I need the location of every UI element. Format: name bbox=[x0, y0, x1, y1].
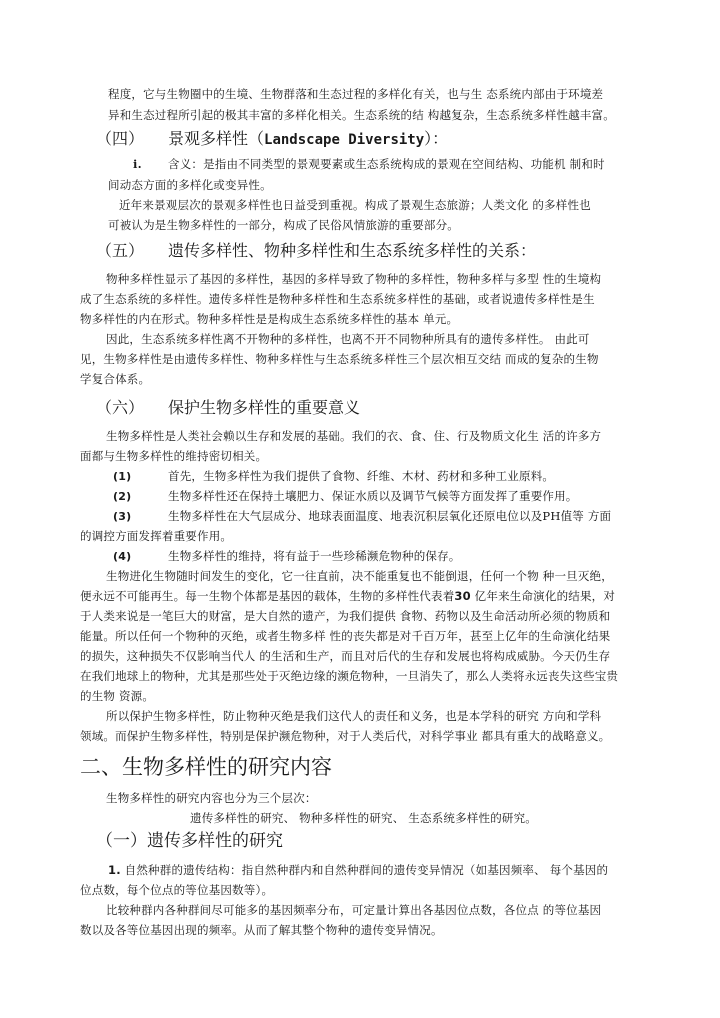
paragraph-line: 物种多样性显示了基因的多样性，基因的多样导致了物种的多样性，物种多样与多型 性的生境构 bbox=[106, 272, 602, 286]
list-number: 1. bbox=[108, 863, 121, 877]
section-label: （六） bbox=[96, 398, 145, 417]
section-heading-4 bbox=[96, 128, 448, 151]
section-title: 景观多样性（ bbox=[168, 129, 265, 148]
paragraph-line: 含义：是指由不同类型的景观要素或生态系统构成的景观在空间结构、功能机 制和时 bbox=[168, 157, 605, 171]
paragraph-line: 可被认为是生物多样性的一部分，构成了民俗风情旅游的重要部分。 bbox=[108, 218, 459, 232]
list-item: 生物多样性还在保持土壤肥力、保证水质以及调节气候等方面发挥了重要作用。 bbox=[168, 489, 578, 503]
paragraph-line: 成了生态系统的多样性。遗传多样性是物种多样性和生态系统多样性的基础，或者说遗传多样性是生 bbox=[80, 292, 595, 306]
paragraph-line: 见，生物多样性是由遗传多样性、物种多样性与生态系统多样性三个层次相互交结 而成的复杂的生物 bbox=[80, 352, 599, 366]
list-number: (3) bbox=[113, 510, 132, 523]
paragraph-line: 生物多样性是人类社会赖以生存和发展的基础。我们的衣、食、住、行及物质文化生 活的许多方 bbox=[106, 429, 602, 443]
list-item: 的调控方面发挥着重要作用。 bbox=[80, 529, 233, 543]
paragraph-line: 因此，生态系统多样性离不开物种的多样性，也离不开不同物种所具有的遗传多样性。 由此可 bbox=[106, 332, 590, 346]
paragraph-line: 面都与生物多样性的维持密切相关。 bbox=[80, 449, 268, 463]
section-label: （四） bbox=[96, 129, 145, 148]
chapter-heading: 二、生物多样性的研究内容 bbox=[80, 755, 332, 779]
paragraph-line: 物多样性的内在形式。物种多样性是是构成生态系统多样性的基本 单元。 bbox=[80, 312, 459, 326]
paragraph-line: 在我们地球上的物种，尤其是那些处于灭绝边缘的濒危物种，一旦消失了，那么人类将永远丧失这些宝贵 bbox=[80, 669, 619, 683]
paragraph-line: 近年来景观层次的景观多样性也日益受到重视。构成了景观生态旅游；人类文化 的多样性也 bbox=[119, 198, 591, 212]
paragraph-line: 领域。而保护生物多样性，特别是保护濒危物种，对于人类后代，对科学事业 都具有重大的战略意义。 bbox=[80, 729, 611, 743]
paragraph-line: 所以保护生物多样性，防止物种灭绝是我们这代人的责任和义务，也是本学科的研究 方向和学科 bbox=[106, 709, 602, 723]
paragraph-line: 程度，它与生物圈中的生境、生物群落和生态过程的多样化有关，也与生 态系统内部由于环境差 bbox=[108, 87, 604, 101]
list-item: 生物多样性的维持，将有益于一些珍稀濒危物种的保存。 bbox=[168, 549, 461, 563]
paragraph-line: 的损失，这种损失不仅影响当代人 的生活和生产，而且对后代的生存和发展也将构成威胁。今天仍生存 bbox=[80, 649, 611, 663]
paragraph-line: 学复合体系。 bbox=[80, 372, 151, 386]
list-item: 生物多样性在大气层成分、地球表面温度、地表沉积层氧化还原电位以及PH值等 方面 bbox=[168, 509, 612, 523]
bold-number: 30 bbox=[454, 589, 471, 603]
paragraph-line: 便永远不可能再生。每一生物个体都是基因的载体，生物的多样性代表着30 亿年来生命演化的结果，对 bbox=[80, 589, 616, 603]
section-title-english: Landscape Diversity bbox=[264, 132, 425, 148]
paragraph-line: 遗传多样性的研究、 物种多样性的研究、 生态系统多样性的研究。 bbox=[190, 811, 538, 825]
list-item: 首先，生物多样性为我们提供了食物、纤维、木材、药材和多种工业原料。 bbox=[168, 469, 555, 483]
subsection-heading: （一）遗传多样性的研究 bbox=[96, 831, 283, 851]
paragraph-line: 1. 自然种群的遗传结构：指自然种群内和自然种群间的遗传变异情况（如基因频率、 每个基因的 bbox=[108, 863, 609, 877]
paragraph-line: 间动态方面的多样化或变异性。 bbox=[108, 178, 272, 192]
section-heading-6 bbox=[96, 397, 360, 419]
list-number: (2) bbox=[113, 490, 132, 503]
paragraph-line: 比较种群内各种群间尽可能多的基因频率分布，可定量计算出各基因位点数，各位点 的等位基因 bbox=[106, 903, 602, 917]
paragraph-line: 数以及各等位基因出现的频率。从而了解其整个物种的遗传变异情况。 bbox=[80, 923, 443, 937]
list-marker: i. bbox=[133, 157, 142, 171]
section-title-end: ）： bbox=[424, 129, 449, 148]
section-heading-5 bbox=[96, 240, 536, 262]
paragraph-line: 于人类来说是一笔巨大的财富，是大自然的遗产，为我们提供 食物、药物以及生命活动所必须的物质和 bbox=[80, 609, 611, 623]
section-label: （五） bbox=[96, 241, 145, 260]
paragraph-line: 能量。所以任何一个物种的灭绝，或者生物多样 性的丧失都是对千百万年，甚至上亿年的生命演化结果 bbox=[80, 629, 611, 643]
paragraph-line: 生物多样性的研究内容也分为三个层次： bbox=[106, 791, 317, 805]
paragraph-line: 的生物 资源。 bbox=[80, 689, 155, 703]
section-title: 遗传多样性、物种多样性和生态系统多样性的关系： bbox=[168, 241, 537, 260]
list-number: (4) bbox=[113, 550, 132, 563]
paragraph-line: 异和生态过程所引起的极其丰富的多样化相关。生态系统的结 构越复杂，生态系统多样性越丰富。 bbox=[108, 108, 615, 122]
section-title: 保护生物多样性的重要意义 bbox=[168, 398, 361, 417]
paragraph-line: 位点数，每个位点的等位基因数等）。 bbox=[80, 883, 274, 897]
list-number: (1) bbox=[113, 470, 132, 483]
paragraph-line: 生物进化生物随时间发生的变化，它一往直前，决不能重复也不能倒退，任何一个物 种一旦灭绝， bbox=[106, 569, 613, 583]
